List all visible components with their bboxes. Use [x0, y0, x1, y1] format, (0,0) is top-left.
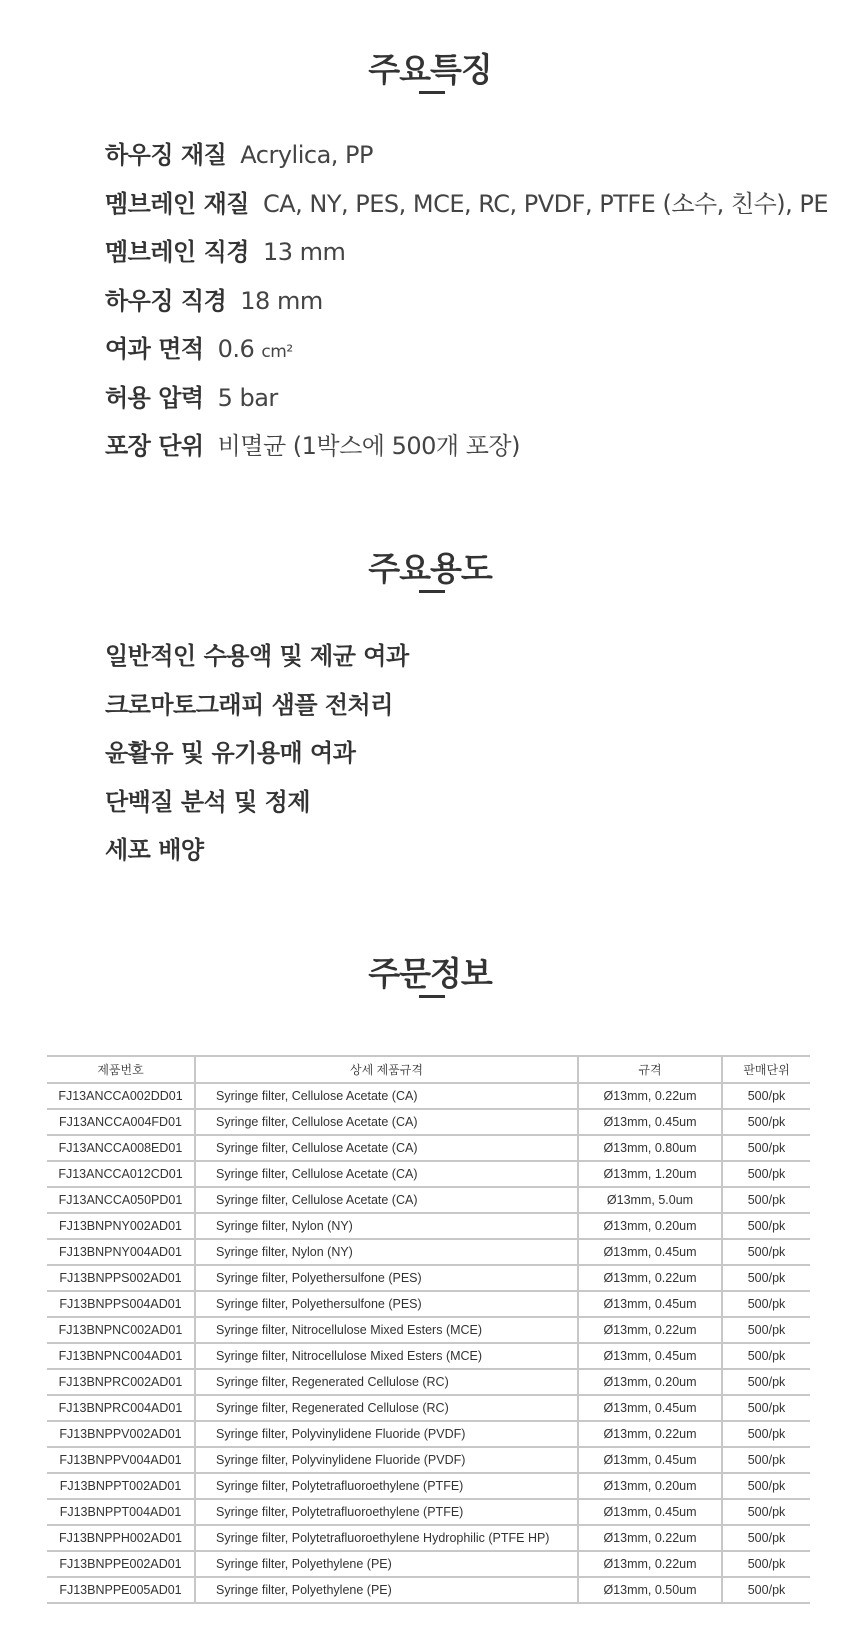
cell-product-spec: Syringe filter, Cellulose Acetate (CA) — [195, 1161, 578, 1187]
cell-size: Ø13mm, 0.45um — [578, 1499, 722, 1525]
order-table — [47, 1055, 810, 1604]
table-row — [47, 1239, 810, 1265]
feature-label: 하우징 재질 — [105, 141, 227, 169]
cell-sales-unit: 500/pk — [722, 1187, 810, 1213]
feature-item-housing-diameter — [105, 283, 828, 332]
cell-product-spec: Syringe filter, Cellulose Acetate (CA) — [195, 1187, 578, 1213]
usage-item: 세포 배양 — [105, 836, 204, 864]
cell-size: Ø13mm, 0.20um — [578, 1369, 722, 1395]
feature-value: 비멸균 (1박스에 500개 포장) — [217, 432, 520, 460]
table-row — [47, 1135, 810, 1161]
cell-sales-unit: 500/pk — [722, 1291, 810, 1317]
feature-item-packaging-unit — [105, 428, 828, 477]
cell-size: Ø13mm, 0.22um — [578, 1421, 722, 1447]
cell-size: Ø13mm, 0.22um — [578, 1525, 722, 1551]
cell-product-spec: Syringe filter, Polytetrafluoroethylene (PTFE) — [195, 1473, 578, 1499]
cell-product-spec: Syringe filter, Cellulose Acetate (CA) — [195, 1109, 578, 1135]
cell-product-code: FJ13BNPNY002AD01 — [47, 1213, 195, 1239]
cell-size: Ø13mm, 0.22um — [578, 1265, 722, 1291]
header-product-code: 제품번호 — [47, 1056, 195, 1083]
feature-label: 여과 면적 — [105, 335, 204, 363]
usage-item: 단백질 분석 및 정제 — [105, 787, 311, 816]
cell-product-code: FJ13BNPPV004AD01 — [47, 1447, 195, 1473]
table-row — [47, 1213, 810, 1239]
cell-size: Ø13mm, 0.45um — [578, 1291, 722, 1317]
cell-product-spec: Syringe filter, Regenerated Cellulose (RC) — [195, 1369, 578, 1395]
cell-sales-unit: 500/pk — [722, 1109, 810, 1135]
cell-product-code: FJ13BNPPH002AD01 — [47, 1525, 195, 1551]
cell-product-code: FJ13BNPPE005AD01 — [47, 1577, 195, 1603]
feature-label: 멤브레인 재질 — [105, 189, 249, 218]
table-row — [47, 1317, 810, 1343]
cell-product-spec: Syringe filter, Polyethylene (PE) — [195, 1577, 578, 1603]
table-row — [47, 1343, 810, 1369]
cell-sales-unit: 500/pk — [722, 1421, 810, 1447]
feature-item-allowable-pressure — [105, 380, 828, 429]
order-table-header-row — [47, 1056, 810, 1083]
cell-product-code: FJ13BNPPS004AD01 — [47, 1291, 195, 1317]
cell-sales-unit: 500/pk — [722, 1213, 810, 1239]
cell-sales-unit: 500/pk — [722, 1473, 810, 1499]
table-row — [47, 1369, 810, 1395]
cell-product-code: FJ13BNPPV002AD01 — [47, 1421, 195, 1447]
feature-value: 5 bar — [217, 383, 278, 412]
features-list — [105, 137, 828, 477]
cell-size: Ø13mm, 0.20um — [578, 1473, 722, 1499]
order-title: 주문정보 — [368, 954, 492, 993]
cell-size: Ø13mm, 5.0um — [578, 1187, 722, 1213]
features-title-underline — [419, 91, 445, 94]
cell-size: Ø13mm, 0.22um — [578, 1317, 722, 1343]
features-title: 주요특징 — [368, 50, 492, 89]
table-row — [47, 1551, 810, 1577]
cell-product-spec: Syringe filter, Polyethersulfone (PES) — [195, 1291, 578, 1317]
feature-item-membrane-diameter — [105, 234, 828, 283]
feature-label: 포장 단위 — [105, 432, 204, 460]
table-row — [47, 1265, 810, 1291]
cell-sales-unit: 500/pk — [722, 1161, 810, 1187]
cell-product-code: FJ13BNPRC004AD01 — [47, 1395, 195, 1421]
table-row — [47, 1161, 810, 1187]
feature-item-filtration-area — [105, 331, 828, 380]
cell-sales-unit: 500/pk — [722, 1525, 810, 1551]
cell-sales-unit: 500/pk — [722, 1135, 810, 1161]
cell-sales-unit: 500/pk — [722, 1083, 810, 1109]
cell-product-code: FJ13BNPRC002AD01 — [47, 1369, 195, 1395]
cell-size: Ø13mm, 1.20um — [578, 1161, 722, 1187]
usage-list — [105, 638, 409, 881]
table-row — [47, 1447, 810, 1473]
cell-product-code: FJ13BNPPT004AD01 — [47, 1499, 195, 1525]
cell-product-code: FJ13ANCCA008ED01 — [47, 1135, 195, 1161]
header-sales-unit: 판매단위 — [722, 1056, 810, 1083]
cell-product-spec: Syringe filter, Polyethersulfone (PES) — [195, 1265, 578, 1291]
cell-sales-unit: 500/pk — [722, 1369, 810, 1395]
cell-size: Ø13mm, 0.20um — [578, 1213, 722, 1239]
cell-product-spec: Syringe filter, Polyethylene (PE) — [195, 1551, 578, 1577]
cell-product-spec: Syringe filter, Cellulose Acetate (CA) — [195, 1083, 578, 1109]
table-row — [47, 1291, 810, 1317]
table-row — [47, 1109, 810, 1135]
feature-value: 0.6 — [217, 335, 255, 363]
feature-item-housing-material — [105, 137, 828, 186]
table-row — [47, 1083, 810, 1109]
feature-value: 13 mm — [262, 238, 346, 266]
cell-product-spec: Syringe filter, Regenerated Cellulose (RC) — [195, 1395, 578, 1421]
cell-sales-unit: 500/pk — [722, 1577, 810, 1603]
table-row — [47, 1187, 810, 1213]
table-row — [47, 1395, 810, 1421]
cell-sales-unit: 500/pk — [722, 1551, 810, 1577]
feature-label: 허용 압력 — [105, 383, 204, 412]
usage-title-underline — [419, 590, 445, 593]
cell-sales-unit: 500/pk — [722, 1395, 810, 1421]
usage-title: 주요용도 — [368, 549, 492, 588]
cell-product-spec: Syringe filter, Cellulose Acetate (CA) — [195, 1135, 578, 1161]
usage-item: 일반적인 수용액 및 제균 여과 — [105, 642, 409, 670]
cell-sales-unit: 500/pk — [722, 1317, 810, 1343]
usage-item: 윤활유 및 유기용매 여과 — [105, 739, 356, 767]
header-size: 규격 — [578, 1056, 722, 1083]
feature-unit: cm² — [261, 342, 293, 362]
cell-product-code: FJ13ANCCA004FD01 — [47, 1109, 195, 1135]
cell-product-code: FJ13BNPNY004AD01 — [47, 1239, 195, 1265]
feature-label: 멤브레인 직경 — [105, 238, 249, 266]
feature-item-membrane-material — [105, 186, 828, 235]
cell-sales-unit: 500/pk — [722, 1343, 810, 1369]
cell-product-code: FJ13ANCCA050PD01 — [47, 1187, 195, 1213]
feature-label: 하우징 직경 — [105, 286, 227, 315]
usage-item: 크로마토그래피 샘플 전처리 — [105, 690, 393, 719]
cell-product-code: FJ13BNPPT002AD01 — [47, 1473, 195, 1499]
cell-product-code: FJ13BNPPE002AD01 — [47, 1551, 195, 1577]
cell-product-code: FJ13BNPNC004AD01 — [47, 1343, 195, 1369]
cell-size: Ø13mm, 0.80um — [578, 1135, 722, 1161]
table-row — [47, 1525, 810, 1551]
cell-product-code: FJ13ANCCA002DD01 — [47, 1083, 195, 1109]
cell-product-code: FJ13BNPPS002AD01 — [47, 1265, 195, 1291]
table-row — [47, 1577, 810, 1603]
cell-size: Ø13mm, 0.50um — [578, 1577, 722, 1603]
cell-size: Ø13mm, 0.22um — [578, 1551, 722, 1577]
cell-product-spec: Syringe filter, Nitrocellulose Mixed Esters (MCE) — [195, 1343, 578, 1369]
cell-product-code: FJ13ANCCA012CD01 — [47, 1161, 195, 1187]
cell-product-spec: Syringe filter, Polyvinylidene Fluoride (PVDF) — [195, 1421, 578, 1447]
cell-product-spec: Syringe filter, Polytetrafluoroethylene Hydrophilic (PTFE HP) — [195, 1525, 578, 1551]
feature-value: 18 mm — [240, 286, 323, 315]
cell-size: Ø13mm, 0.45um — [578, 1395, 722, 1421]
order-table-body — [47, 1083, 810, 1603]
header-product-spec: 상세 제품규격 — [195, 1056, 578, 1083]
cell-product-spec: Syringe filter, Nylon (NY) — [195, 1239, 578, 1265]
table-row — [47, 1499, 810, 1525]
feature-value: CA, NY, PES, MCE, RC, PVDF, PTFE (소수, 친수), PE — [262, 189, 829, 218]
cell-product-spec: Syringe filter, Nitrocellulose Mixed Esters (MCE) — [195, 1317, 578, 1343]
cell-product-spec: Syringe filter, Polytetrafluoroethylene (PTFE) — [195, 1499, 578, 1525]
cell-size: Ø13mm, 0.45um — [578, 1109, 722, 1135]
cell-size: Ø13mm, 0.22um — [578, 1083, 722, 1109]
order-title-underline — [419, 995, 445, 998]
cell-sales-unit: 500/pk — [722, 1265, 810, 1291]
cell-size: Ø13mm, 0.45um — [578, 1343, 722, 1369]
cell-product-spec: Syringe filter, Polyvinylidene Fluoride (PVDF) — [195, 1447, 578, 1473]
cell-size: Ø13mm, 0.45um — [578, 1239, 722, 1265]
cell-sales-unit: 500/pk — [722, 1499, 810, 1525]
cell-size: Ø13mm, 0.45um — [578, 1447, 722, 1473]
cell-sales-unit: 500/pk — [722, 1239, 810, 1265]
cell-product-spec: Syringe filter, Nylon (NY) — [195, 1213, 578, 1239]
feature-value: Acrylica, PP — [240, 141, 373, 169]
cell-product-code: FJ13BNPNC002AD01 — [47, 1317, 195, 1343]
cell-sales-unit: 500/pk — [722, 1447, 810, 1473]
table-row — [47, 1421, 810, 1447]
table-row — [47, 1473, 810, 1499]
